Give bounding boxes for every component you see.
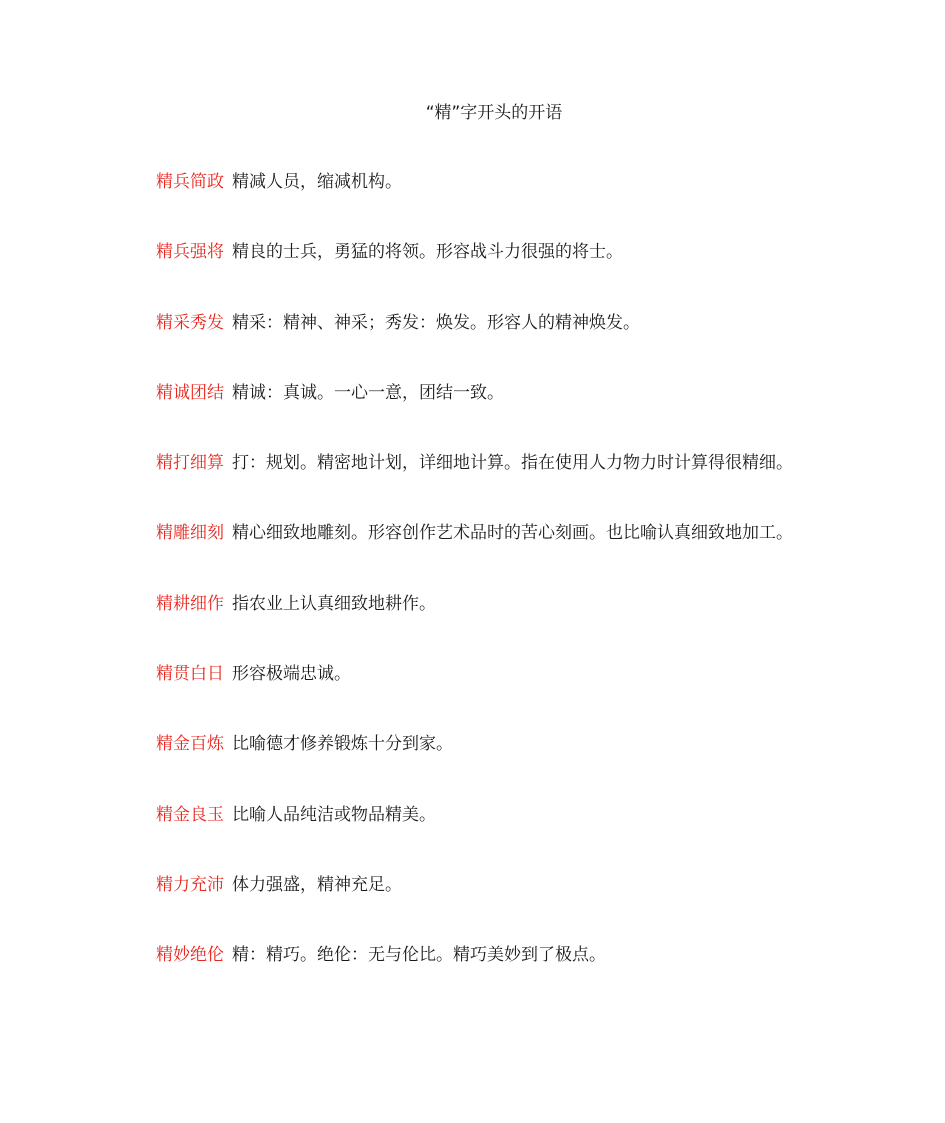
page-title: “精”字开头的开语 [425, 103, 563, 123]
idiom-term: 精耕细作 [156, 593, 224, 614]
list-item [156, 731, 926, 801]
idiom-term: 精力充沛 [156, 874, 224, 895]
idiom-definition: 形容极端忠诚。 [232, 664, 351, 685]
idiom-definition: 精良的士兵，勇猛的将领。形容战斗力很强的将士。 [232, 242, 623, 263]
idiom-definition: 指农业上认真细致地耕作。 [232, 593, 436, 614]
list-item [156, 380, 926, 450]
idiom-term: 精金百炼 [156, 734, 224, 755]
idiom-definition: 精减人员，缩减机构。 [232, 172, 402, 192]
idiom-term: 精兵简政 [156, 172, 224, 192]
idiom-definition: 精心细致地雕刻。形容创作艺术品时的苦心刻画。也比喻认真细致地加工。 [232, 523, 793, 544]
idiom-definition: 体力强盛，精神充足。 [232, 874, 402, 895]
idiom-term: 精雕细刻 [156, 523, 224, 544]
idiom-term: 精诚团结 [156, 382, 224, 403]
list-item [156, 450, 926, 520]
idiom-term: 精打细算 [156, 453, 224, 474]
idiom-definition: 比喻德才修养锻炼十分到家。 [232, 734, 453, 755]
list-item [156, 169, 926, 239]
idiom-definition: 打：规划。精密地计划，详细地计算。指在使用人力物力时计算得很精细。 [232, 453, 793, 474]
list-item [156, 310, 926, 380]
idiom-definition: 精：精巧。绝伦：无与伦比。精巧美妙到了极点。 [232, 945, 606, 966]
idiom-term: 精金良玉 [156, 804, 224, 825]
list-item [156, 520, 926, 590]
list-item [156, 942, 926, 1012]
idiom-term: 精贯白日 [156, 664, 224, 685]
idiom-definition: 比喻人品纯洁或物品精美。 [232, 804, 436, 825]
list-item [156, 802, 926, 872]
idiom-definition: 精采：精神、神采；秀发：焕发。形容人的精神焕发。 [232, 312, 640, 333]
idiom-term: 精采秀发 [156, 312, 224, 333]
list-item [156, 872, 926, 942]
idiom-list [156, 169, 926, 1013]
idiom-definition: 精诚：真诚。一心一意，团结一致。 [232, 382, 504, 403]
list-item [156, 661, 926, 731]
list-item [156, 239, 926, 309]
idiom-term: 精妙绝伦 [156, 945, 224, 966]
idiom-term: 精兵强将 [156, 242, 224, 263]
list-item [156, 591, 926, 661]
